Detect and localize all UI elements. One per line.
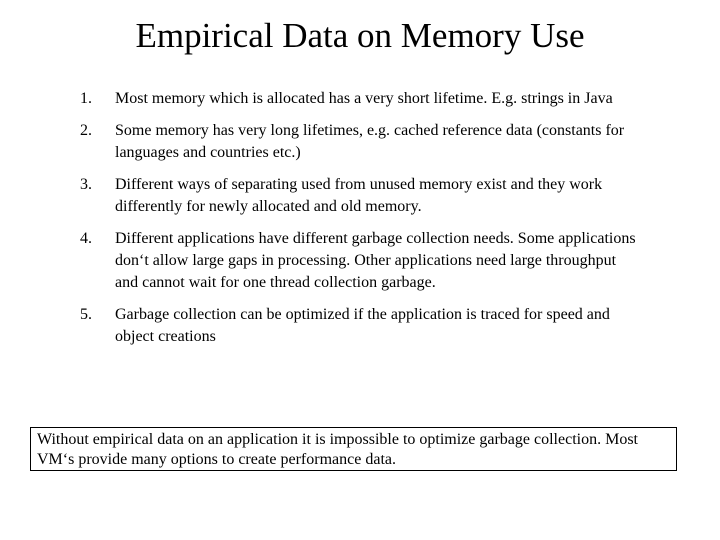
list-item-number: 5. xyxy=(80,306,92,323)
slide-title: Empirical Data on Memory Use xyxy=(135,16,585,55)
list-item xyxy=(80,174,640,218)
list-item xyxy=(80,228,640,294)
list-item-text: Different applications have different garbage collection needs. Some applications don‘t allow large gaps in processing. Other applications need large throughput and cannot wait for one thread collection garbage. xyxy=(115,230,636,291)
list-item-number: 2. xyxy=(80,122,92,139)
list-item-text: Different ways of separating used from unused memory exist and they work differently for newly allocated and old memory. xyxy=(115,176,603,215)
list-item xyxy=(80,88,640,110)
list-item-number: 1. xyxy=(80,90,92,107)
findings-list xyxy=(80,88,640,358)
list-item-number: 3. xyxy=(80,176,92,193)
list-item-text: Some memory has very long lifetimes, e.g. cached reference data (constants for languages and countries etc.) xyxy=(115,122,625,161)
list-item-number: 4. xyxy=(80,230,92,247)
conclusion-note-box: Without empirical data on an application it is impossible to optimize garbage collection. Most VM‘s provide many options to create performance data. xyxy=(30,427,677,471)
list-item-text: Most memory which is allocated has a very short lifetime. E.g. strings in Java xyxy=(115,90,613,107)
list-item xyxy=(80,120,640,164)
list-item xyxy=(80,304,640,348)
list-item-text: Garbage collection can be optimized if the application is traced for speed and object creations xyxy=(115,306,610,345)
